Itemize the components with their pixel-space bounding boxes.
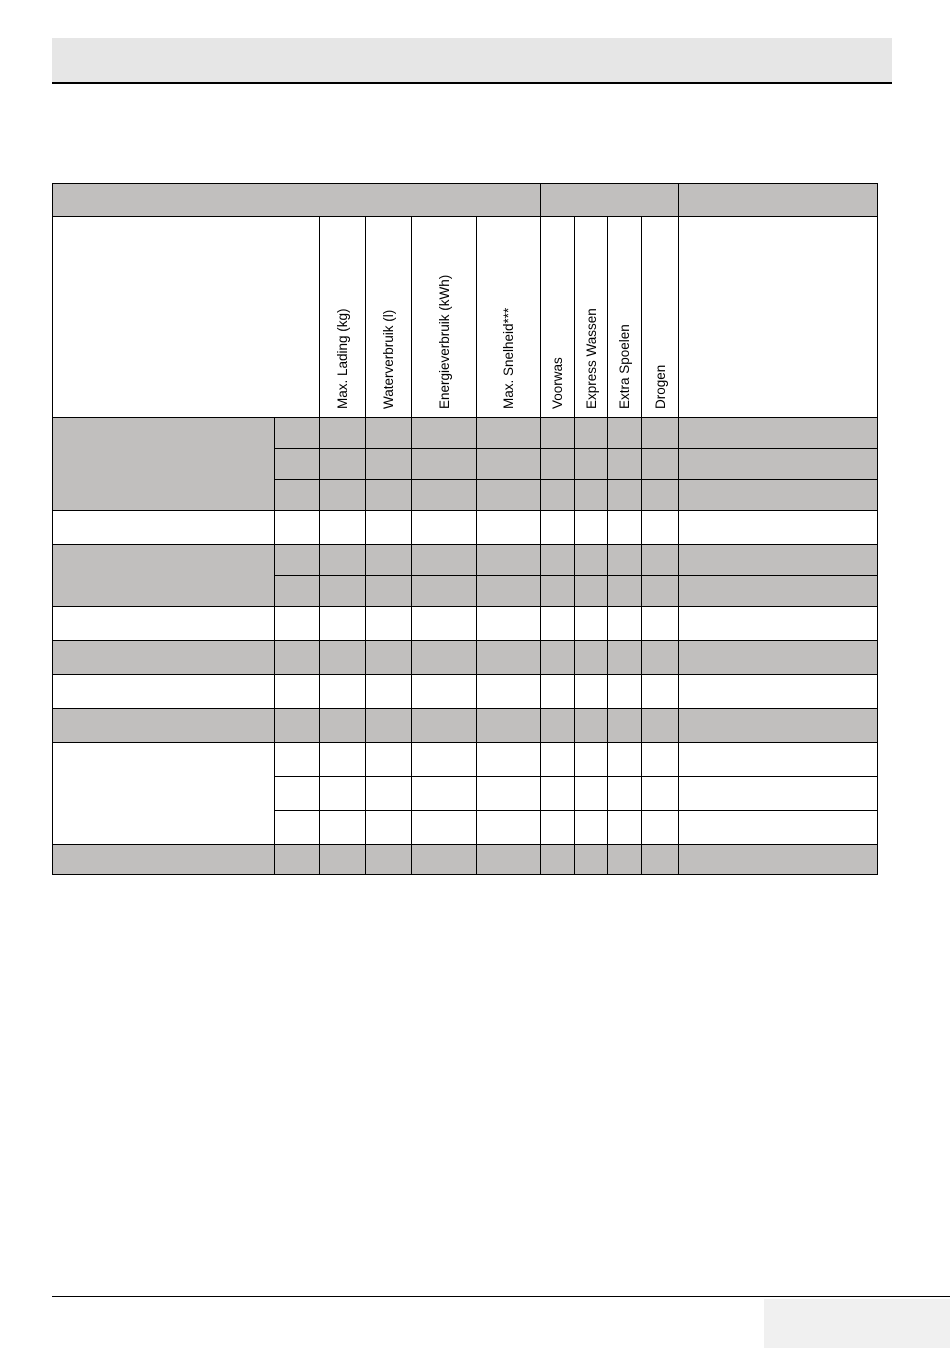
programme-name-cell bbox=[53, 709, 275, 743]
table-row bbox=[53, 607, 878, 641]
programme-name-cell bbox=[53, 675, 275, 709]
col-header-label: Max. Lading (kg) bbox=[335, 308, 350, 409]
col-header-prewash bbox=[541, 217, 575, 418]
table-column-header-row bbox=[53, 217, 878, 418]
footer-divider bbox=[52, 1296, 950, 1297]
header-cell-auxiliary-functions bbox=[541, 184, 679, 217]
table-row bbox=[53, 511, 878, 545]
table-row bbox=[53, 845, 878, 875]
header-cell-empty bbox=[53, 217, 320, 418]
header-cell-temperature bbox=[679, 184, 878, 217]
programme-name-cell bbox=[53, 418, 275, 511]
col-header-max-load bbox=[320, 217, 366, 418]
programme-name-cell bbox=[53, 511, 275, 545]
col-header-drying bbox=[642, 217, 679, 418]
section-header-bar bbox=[52, 38, 892, 84]
col-header-label: Waterverbruik (l) bbox=[381, 309, 396, 409]
header-cell-programme bbox=[53, 184, 541, 217]
table-row bbox=[53, 641, 878, 675]
programme-name-cell bbox=[53, 845, 275, 875]
col-header-water-consumption bbox=[366, 217, 412, 418]
col-header-label: Energieverbruik (kWh) bbox=[436, 274, 452, 409]
programme-name-cell bbox=[53, 641, 275, 675]
col-header-label: Extra Spoelen bbox=[617, 324, 632, 409]
col-header-extra-rinse bbox=[608, 217, 642, 418]
programme-consumption-table bbox=[52, 183, 878, 875]
header-cell-temperature-range bbox=[679, 217, 878, 418]
col-header-energy-consumption bbox=[412, 217, 477, 418]
programme-table bbox=[52, 183, 878, 875]
col-header-label: Drogen bbox=[652, 364, 668, 409]
programme-name-cell bbox=[53, 607, 275, 641]
col-header-label: Voorwas bbox=[550, 357, 565, 409]
col-header-label: Express Wassen bbox=[583, 308, 599, 409]
programme-name-cell bbox=[53, 545, 275, 607]
table-row bbox=[53, 675, 878, 709]
col-header-express-wash bbox=[575, 217, 608, 418]
table-row bbox=[53, 743, 878, 777]
table-top-header-row bbox=[53, 184, 878, 217]
col-header-label: Max. Snelheid*** bbox=[501, 307, 516, 409]
table-row bbox=[53, 709, 878, 743]
page-number-box bbox=[764, 1299, 950, 1348]
table-row bbox=[53, 545, 878, 576]
table-row bbox=[53, 418, 878, 449]
col-header-max-speed bbox=[477, 217, 541, 418]
programme-name-cell bbox=[53, 743, 275, 845]
